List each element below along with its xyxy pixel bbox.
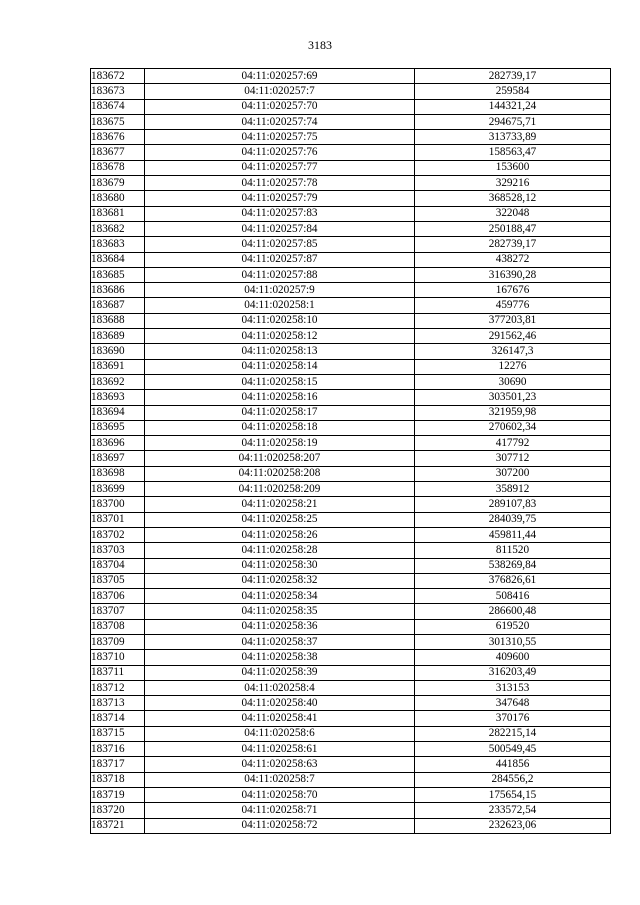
table-row: [91, 298, 611, 313]
row-number-cell: 183675: [91, 114, 145, 129]
row-number-cell: 183721: [91, 818, 145, 833]
cadastral-value-cell: 291562,46: [415, 329, 611, 344]
table-row: [91, 604, 611, 619]
table-row: [91, 512, 611, 527]
cadastral-number-cell: 04:11:020258:19: [145, 436, 415, 451]
table-row: [91, 99, 611, 114]
table-row: [91, 84, 611, 99]
table-row: [91, 420, 611, 435]
cadastral-number-cell: 04:11:020258:40: [145, 696, 415, 711]
row-number-cell: 183713: [91, 696, 145, 711]
cadastral-value-cell: 307200: [415, 466, 611, 481]
cadastral-value-cell: 441856: [415, 757, 611, 772]
cadastral-number-cell: 04:11:020257:84: [145, 221, 415, 236]
table-row: [91, 543, 611, 558]
cadastral-number-cell: 04:11:020258:32: [145, 573, 415, 588]
cadastral-number-cell: 04:11:020258:35: [145, 604, 415, 619]
row-number-cell: 183682: [91, 221, 145, 236]
cadastral-value-cell: 370176: [415, 711, 611, 726]
cadastral-value-cell: 313153: [415, 680, 611, 695]
table-row: [91, 726, 611, 741]
table-row: [91, 359, 611, 374]
cadastral-number-cell: 04:11:020258:26: [145, 527, 415, 542]
table-row: [91, 803, 611, 818]
cadastral-value-cell: 329216: [415, 176, 611, 191]
cadastral-value-cell: 294675,71: [415, 114, 611, 129]
cadastral-value-cell: 459811,44: [415, 527, 611, 542]
cadastral-value-cell: 284556,2: [415, 772, 611, 787]
cadastral-value-cell: 377203,81: [415, 313, 611, 328]
page-number: 3183: [308, 38, 332, 52]
row-number-cell: 183685: [91, 267, 145, 282]
cadastral-value-cell: 232623,06: [415, 818, 611, 833]
row-number-cell: 183688: [91, 313, 145, 328]
row-number-cell: 183712: [91, 680, 145, 695]
cadastral-value-cell: 153600: [415, 160, 611, 175]
cadastral-number-cell: 04:11:020258:1: [145, 298, 415, 313]
cadastral-value-cell: 538269,84: [415, 558, 611, 573]
row-number-cell: 183693: [91, 390, 145, 405]
cadastral-number-cell: 04:11:020258:13: [145, 344, 415, 359]
table-row: [91, 390, 611, 405]
table-row: [91, 114, 611, 129]
row-number-cell: 183679: [91, 176, 145, 191]
cadastral-value-cell: 250188,47: [415, 221, 611, 236]
cadastral-value-cell: 289107,83: [415, 497, 611, 512]
row-number-cell: 183714: [91, 711, 145, 726]
table-row: [91, 589, 611, 604]
cadastral-value-cell: 284039,75: [415, 512, 611, 527]
cadastral-number-cell: 04:11:020258:10: [145, 313, 415, 328]
row-number-cell: 183677: [91, 145, 145, 160]
cadastral-number-cell: 04:11:020258:39: [145, 665, 415, 680]
cadastral-value-cell: 417792: [415, 436, 611, 451]
table-row: [91, 711, 611, 726]
table-row: [91, 374, 611, 389]
row-number-cell: 183674: [91, 99, 145, 114]
cadastral-number-cell: 04:11:020257:79: [145, 191, 415, 206]
row-number-cell: 183691: [91, 359, 145, 374]
table-row: [91, 145, 611, 160]
cadastral-value-cell: 144321,24: [415, 99, 611, 114]
cadastral-number-cell: 04:11:020257:83: [145, 206, 415, 221]
table-row: [91, 742, 611, 757]
cadastral-number-cell: 04:11:020258:17: [145, 405, 415, 420]
cadastral-number-cell: 04:11:020258:30: [145, 558, 415, 573]
cadastral-value-cell: 301310,55: [415, 634, 611, 649]
cadastral-value-cell: 376826,61: [415, 573, 611, 588]
table-row: [91, 757, 611, 772]
table-row: [91, 818, 611, 833]
row-number-cell: 183698: [91, 466, 145, 481]
cadastral-value-cell: 619520: [415, 619, 611, 634]
table-row: [91, 69, 611, 84]
cadastral-number-cell: 04:11:020258:70: [145, 787, 415, 802]
row-number-cell: 183704: [91, 558, 145, 573]
row-number-cell: 183692: [91, 374, 145, 389]
table-row: [91, 344, 611, 359]
cadastral-value-cell: 368528,12: [415, 191, 611, 206]
cadastral-number-cell: 04:11:020258:72: [145, 818, 415, 833]
row-number-cell: 183695: [91, 420, 145, 435]
row-number-cell: 183716: [91, 742, 145, 757]
table-row: [91, 497, 611, 512]
row-number-cell: 183701: [91, 512, 145, 527]
table-row: [91, 619, 611, 634]
table-row: [91, 237, 611, 252]
table-row: [91, 176, 611, 191]
table-row: [91, 772, 611, 787]
table-row: [91, 283, 611, 298]
row-number-cell: 183672: [91, 69, 145, 84]
row-number-cell: 183710: [91, 650, 145, 665]
row-number-cell: 183680: [91, 191, 145, 206]
row-number-cell: 183678: [91, 160, 145, 175]
cadastral-value-cell: 409600: [415, 650, 611, 665]
cadastral-number-cell: 04:11:020257:76: [145, 145, 415, 160]
row-number-cell: 183703: [91, 543, 145, 558]
row-number-cell: 183699: [91, 482, 145, 497]
cadastral-value-cell: 282215,14: [415, 726, 611, 741]
table-row: [91, 451, 611, 466]
cadastral-number-cell: 04:11:020258:16: [145, 390, 415, 405]
row-number-cell: 183684: [91, 252, 145, 267]
cadastral-number-cell: 04:11:020257:70: [145, 99, 415, 114]
cadastral-value-cell: 282739,17: [415, 69, 611, 84]
row-number-cell: 183681: [91, 206, 145, 221]
cadastral-number-cell: 04:11:020258:25: [145, 512, 415, 527]
row-number-cell: 183706: [91, 589, 145, 604]
cadastral-number-cell: 04:11:020258:208: [145, 466, 415, 481]
cadastral-number-cell: 04:11:020258:21: [145, 497, 415, 512]
cadastral-number-cell: 04:11:020257:88: [145, 267, 415, 282]
cadastral-value-cell: 270602,34: [415, 420, 611, 435]
cadastral-value-cell: 259584: [415, 84, 611, 99]
table-row: [91, 252, 611, 267]
row-number-cell: 183687: [91, 298, 145, 313]
cadastral-number-cell: 04:11:020257:77: [145, 160, 415, 175]
cadastral-number-cell: 04:11:020258:38: [145, 650, 415, 665]
cadastral-number-cell: 04:11:020258:6: [145, 726, 415, 741]
row-number-cell: 183720: [91, 803, 145, 818]
row-number-cell: 183676: [91, 130, 145, 145]
table-row: [91, 650, 611, 665]
table-row: [91, 405, 611, 420]
cadastral-number-cell: 04:11:020258:14: [145, 359, 415, 374]
cadastral-value-table: [90, 68, 611, 834]
cadastral-value-cell: 316390,28: [415, 267, 611, 282]
cadastral-value-cell: 358912: [415, 482, 611, 497]
table-row: [91, 527, 611, 542]
row-number-cell: 183694: [91, 405, 145, 420]
cadastral-number-cell: 04:11:020258:209: [145, 482, 415, 497]
cadastral-value-cell: 508416: [415, 589, 611, 604]
cadastral-value-cell: 321959,98: [415, 405, 611, 420]
table-row: [91, 787, 611, 802]
table-row: [91, 696, 611, 711]
row-number-cell: 183708: [91, 619, 145, 634]
cadastral-number-cell: 04:11:020257:69: [145, 69, 415, 84]
cadastral-value-cell: 307712: [415, 451, 611, 466]
row-number-cell: 183717: [91, 757, 145, 772]
cadastral-number-cell: 04:11:020258:207: [145, 451, 415, 466]
row-number-cell: 183690: [91, 344, 145, 359]
row-number-cell: 183702: [91, 527, 145, 542]
cadastral-number-cell: 04:11:020258:61: [145, 742, 415, 757]
table-row: [91, 634, 611, 649]
cadastral-value-cell: 326147,3: [415, 344, 611, 359]
row-number-cell: 183700: [91, 497, 145, 512]
cadastral-number-cell: 04:11:020258:15: [145, 374, 415, 389]
row-number-cell: 183707: [91, 604, 145, 619]
cadastral-number-cell: 04:11:020257:85: [145, 237, 415, 252]
table-row: [91, 160, 611, 175]
cadastral-value-cell: 811520: [415, 543, 611, 558]
cadastral-value-cell: 459776: [415, 298, 611, 313]
cadastral-number-cell: 04:11:020258:71: [145, 803, 415, 818]
cadastral-number-cell: 04:11:020257:78: [145, 176, 415, 191]
table-row: [91, 466, 611, 481]
cadastral-number-cell: 04:11:020258:63: [145, 757, 415, 772]
row-number-cell: 183689: [91, 329, 145, 344]
table-row: [91, 313, 611, 328]
cadastral-number-cell: 04:11:020257:87: [145, 252, 415, 267]
table-row: [91, 436, 611, 451]
cadastral-number-cell: 04:11:020257:75: [145, 130, 415, 145]
table-row: [91, 482, 611, 497]
table-row: [91, 558, 611, 573]
table-row: [91, 665, 611, 680]
cadastral-number-cell: 04:11:020258:41: [145, 711, 415, 726]
table-row: [91, 130, 611, 145]
cadastral-number-cell: 04:11:020258:28: [145, 543, 415, 558]
cadastral-value-cell: 347648: [415, 696, 611, 711]
row-number-cell: 183715: [91, 726, 145, 741]
cadastral-number-cell: 04:11:020258:36: [145, 619, 415, 634]
row-number-cell: 183719: [91, 787, 145, 802]
cadastral-number-cell: 04:11:020258:12: [145, 329, 415, 344]
cadastral-number-cell: 04:11:020258:4: [145, 680, 415, 695]
cadastral-value-cell: 303501,23: [415, 390, 611, 405]
cadastral-value-cell: 438272: [415, 252, 611, 267]
row-number-cell: 183705: [91, 573, 145, 588]
cadastral-number-cell: 04:11:020257:9: [145, 283, 415, 298]
cadastral-number-cell: 04:11:020258:18: [145, 420, 415, 435]
row-number-cell: 183697: [91, 451, 145, 466]
cadastral-number-cell: 04:11:020258:34: [145, 589, 415, 604]
row-number-cell: 183711: [91, 665, 145, 680]
table-row: [91, 329, 611, 344]
cadastral-value-cell: 12276: [415, 359, 611, 374]
table-row: [91, 680, 611, 695]
cadastral-value-cell: 322048: [415, 206, 611, 221]
table-row: [91, 573, 611, 588]
cadastral-value-cell: 158563,47: [415, 145, 611, 160]
cadastral-value-cell: 282739,17: [415, 237, 611, 252]
cadastral-number-cell: 04:11:020258:37: [145, 634, 415, 649]
table-row: [91, 221, 611, 236]
table-row: [91, 191, 611, 206]
row-number-cell: 183718: [91, 772, 145, 787]
row-number-cell: 183686: [91, 283, 145, 298]
cadastral-number-cell: 04:11:020258:7: [145, 772, 415, 787]
cadastral-number-cell: 04:11:020257:74: [145, 114, 415, 129]
row-number-cell: 183683: [91, 237, 145, 252]
table-body: [91, 69, 611, 834]
table-row: [91, 206, 611, 221]
row-number-cell: 183673: [91, 84, 145, 99]
table-row: [91, 267, 611, 282]
cadastral-value-cell: 175654,15: [415, 787, 611, 802]
cadastral-value-cell: 500549,45: [415, 742, 611, 757]
row-number-cell: 183709: [91, 634, 145, 649]
cadastral-value-cell: 233572,54: [415, 803, 611, 818]
cadastral-value-cell: 30690: [415, 374, 611, 389]
row-number-cell: 183696: [91, 436, 145, 451]
cadastral-value-cell: 286600,48: [415, 604, 611, 619]
cadastral-number-cell: 04:11:020257:7: [145, 84, 415, 99]
cadastral-value-cell: 313733,89: [415, 130, 611, 145]
cadastral-value-cell: 316203,49: [415, 665, 611, 680]
cadastral-value-cell: 167676: [415, 283, 611, 298]
